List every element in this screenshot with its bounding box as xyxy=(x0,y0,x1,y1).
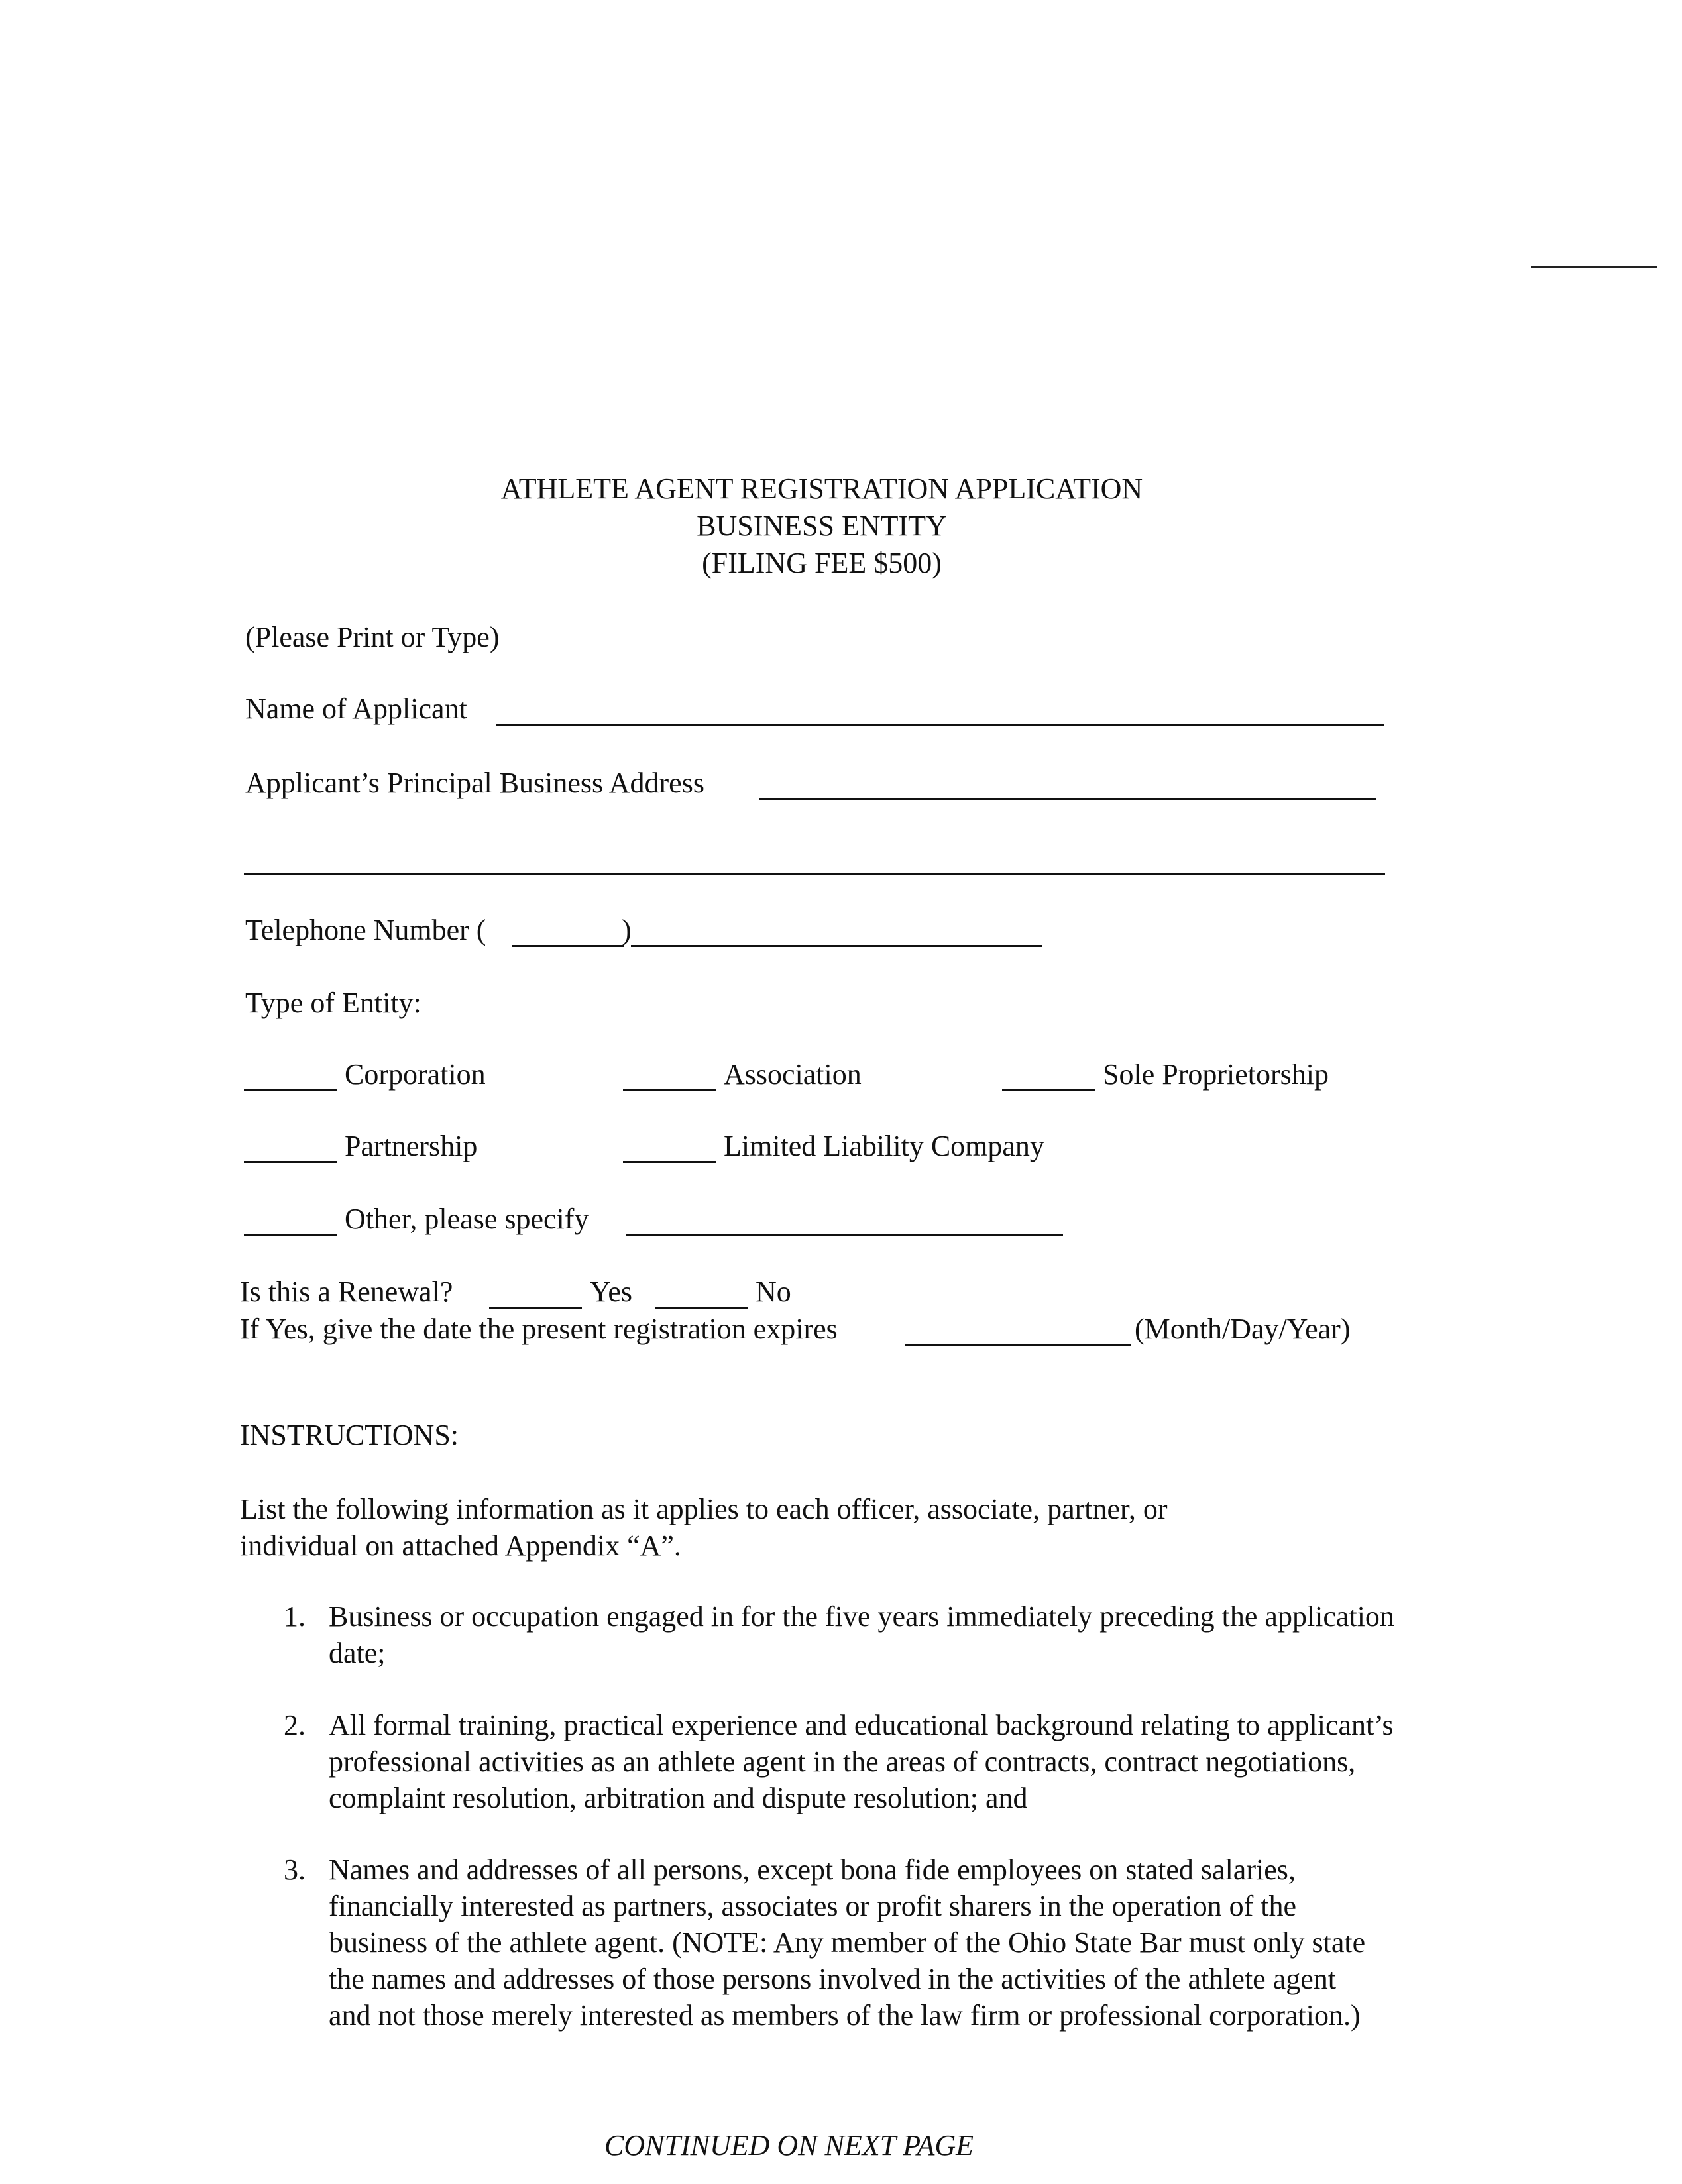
instructions-intro: List the following information as it applies to each officer, associate, partner, or individual on attached Appendix “A”. xyxy=(240,1493,1168,1562)
list-item-number: 1. xyxy=(284,1600,306,1633)
list-item-text: All formal training, practical experience and educational background relating to applicant’s professional activities as an athlete agent in the areas of contracts, contract negotiations, complaint resolution, arbitration and dispute resolution; and xyxy=(329,1709,1394,1814)
print-note: (Please Print or Type) xyxy=(245,621,500,653)
partnership-checkbox-line[interactable] xyxy=(244,1161,337,1163)
expires-date-field[interactable] xyxy=(905,1344,1131,1346)
name-field[interactable] xyxy=(496,724,1384,726)
address-label: Applicant’s Principal Business Address xyxy=(245,767,704,799)
list-item-text: Business or occupation engaged in for the five years immediately preceding the application date; xyxy=(329,1600,1394,1669)
renewal-yes-label: Yes xyxy=(590,1276,633,1308)
continued-note: CONTINUED ON NEXT PAGE xyxy=(604,2129,974,2161)
phone-number-field[interactable] xyxy=(631,945,1042,947)
date-format-hint: (Month/Day/Year) xyxy=(1135,1313,1351,1345)
renewal-no-line[interactable] xyxy=(655,1307,748,1309)
list-item-number: 3. xyxy=(284,1853,306,1886)
address-field-line-1[interactable] xyxy=(759,798,1376,800)
other-specify-field[interactable] xyxy=(626,1234,1063,1236)
llc-checkbox-line[interactable] xyxy=(623,1161,716,1163)
area-code-field[interactable] xyxy=(512,945,624,947)
name-label: Name of Applicant xyxy=(245,692,467,725)
renewal-label: Is this a Renewal? xyxy=(240,1276,453,1308)
other-label: Other, please specify xyxy=(345,1203,589,1235)
llc-label: Limited Liability Company xyxy=(724,1130,1044,1162)
phone-paren-close: ) xyxy=(622,914,632,946)
corporation-label: Corporation xyxy=(345,1058,486,1091)
entity-label: Type of Entity: xyxy=(245,987,421,1019)
form-title: ATHLETE AGENT REGISTRATION APPLICATION xyxy=(500,472,1143,505)
renewal-yes-line[interactable] xyxy=(489,1307,582,1309)
filing-fee: (FILING FEE $500) xyxy=(702,547,942,579)
edge-mark-line xyxy=(1531,266,1657,268)
expires-label: If Yes, give the date the present registration expires xyxy=(240,1313,838,1345)
corporation-checkbox-line[interactable] xyxy=(244,1089,337,1091)
other-checkbox-line[interactable] xyxy=(244,1234,337,1236)
phone-label: Telephone Number ( xyxy=(245,914,486,946)
list-item-number: 2. xyxy=(284,1709,306,1741)
address-field-line-2[interactable] xyxy=(244,873,1385,875)
association-checkbox-line[interactable] xyxy=(623,1089,716,1091)
association-label: Association xyxy=(724,1058,862,1091)
sole-proprietorship-checkbox-line[interactable] xyxy=(1002,1089,1095,1091)
renewal-no-label: No xyxy=(756,1276,791,1308)
form-subtitle: BUSINESS ENTITY xyxy=(697,510,947,542)
list-item-text: Names and addresses of all persons, except bona fide employees on stated salaries, financially interested as partners, associates or profit sharers in the operation of the business of the athlete agent. (NOTE: Any member of the Ohio State Bar must only state the names and addresses of those persons involved in the activities of the athlete agent and not those merely interested as members of the law firm or professional corporation.) xyxy=(329,1853,1366,2032)
sole-proprietorship-label: Sole Proprietorship xyxy=(1103,1058,1329,1091)
instructions-heading: INSTRUCTIONS: xyxy=(240,1419,459,1451)
partnership-label: Partnership xyxy=(345,1130,478,1162)
